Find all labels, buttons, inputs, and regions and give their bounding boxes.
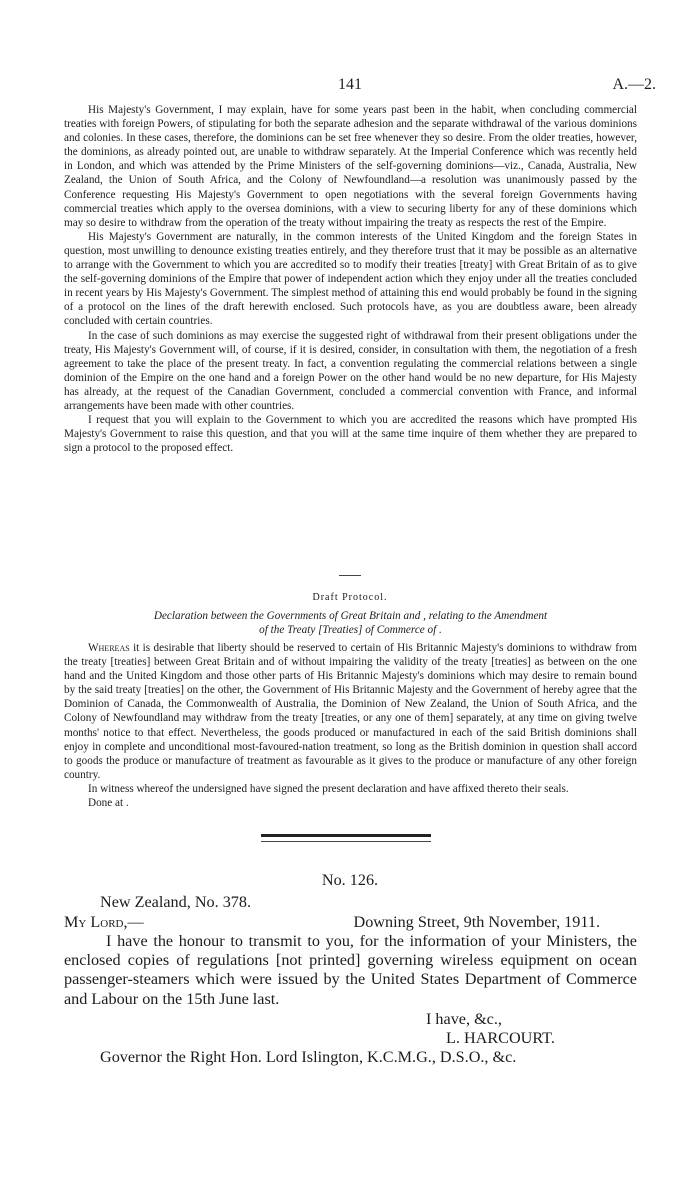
letter-body [64,932,637,1009]
closing: I have, &c., [426,1010,502,1028]
draft-protocol-title: Draft Protocol. [312,592,388,603]
draft-protocol-heading-line-2: of the Treaty [Treaties] of Commerce of . [259,624,442,637]
despatch-paragraph-1: His Majesty's Government, I may explain, have for some years past been in the habit, when concluding commercial treaties with foreign Powers, of stipulating for both the separate adhesion and the separate withdrawal of the various dominions and colonies. In these cases, therefore, the dominions can be set free whenever they so desire. From the older treaties, however, the dominions, as already pointed out, are unable to withdraw separately. At the Imperial Conference which was recently held in London, and which was attended by the Prime Ministers of the self-governing dominions—viz., Canada, Australia, New Zealand, the Union of South Africa, and the Colony of Newfoundland—a resolution was unanimously passed by the Conference requesting His Majesty's Government to open negotiations with the several foreign Governments having commercial treaties which apply to the oversea dominions, with a view to securing liberty for any of these dominions which may so desire to withdraw from the operation of the treaty without impairing the treaty as respects the rest of the Empire. [64,104,637,229]
page-number: 141 [338,76,362,93]
salutation-tail: ,— [123,913,144,931]
whereas-text: it is desirable that liberty should be reserved to certain of His Britannic Majesty's dominions to withdraw from the treaty [treaties] between Great Britain and of without impairing the validity of the treaty [treaties] as between on the one hand and the United Kingdom and those other parts of His Britannic Majesty's dominions which may desire to remain bound by the said treaty [treaties] on the other, the Government of His Britannic Majesty and the Government of hereby agree that the Dominion of Canada, the Commonwealth of Australia, the Dominion of New Zealand, the Union of South Africa, and the Colony of Newfoundland may withdraw from the treaty [treaties, or any one of them] separately, at any time on giving twelve months' notice to that effect. Nevertheless, the goods produced or manufactured in each of the said British dominions shall enjoy in complete and unconditional most-favoured-nation treatment, so long as the British dominion in question shall accord to goods the produce or manufacture of treatment as favourable as it gives to the produce or manufacture of any other foreign country. [64,642,637,781]
draft-protocol-body [64,641,637,810]
despatch-paragraph-3: In the case of such dominions as may exercise the suggested right of withdrawal from their present obligations under the treaty, His Majesty's Government will, of course, if it is desired, consider, in consultation with them, the negotiation of a fresh agreement to take the place of the present treaty. In fact, a convention regulating the commercial relations between a single dominion of the Empire on the one hand and a foreign Power on the other hand would be no new departure, for His Majesty has already, at the request of the Canadian Government, concluded a commercial convention with France, and informal arrangements have been made with other countries. [64,329,637,412]
whereas-word: Whereas [88,642,130,654]
whereas-paragraph [64,641,637,782]
addressee: Governor the Right Hon. Lord Islington, K.C.M.G., D.S.O., &c. [100,1048,517,1066]
despatch-paragraph-2: His Majesty's Government are naturally, in the common interests of the United Kingdom and the foreign States in question, most unwilling to denounce existing treaties entirely, and they therefore trust that it may be possible as an alternative to arrange with the Government to which you are accredited so to modify their treaties [treaty] with Great Britain of as to give the self-governing dominions of the Empire that power of independent action which they enjoy under all the treaties concluded in recent years by His Majesty's Government. The simplest method of attaining this end would probably be found in the signing of a protocol on the lines of the draft herewith enclosed. Such protocols have, as you are doubtless aware, been already concluded with certain countries. [64,230,637,328]
done-at-line: Done at . [88,797,129,810]
colony-reference: New Zealand, No. 378. [100,893,252,911]
salutation-word: My Lord [64,913,124,931]
signature: L. HARCOURT. [446,1029,555,1047]
draft-protocol-heading [64,609,637,637]
page-reference: A.—2. [612,76,656,93]
place-date: Downing Street, 9th November, 1911. [353,913,600,931]
letter-divider-thick [261,834,431,837]
letter-divider-thin [261,841,431,842]
letter-body-text: I have the honour to transmit to you, for the information of your Ministers, the enclosed copies of regulations [not printed] governing wireless equipment on ocean passenger-steamers which were issued by the United States Department of Commerce and Labour on the 15th June last. [64,932,637,1008]
draft-protocol-heading-line-1: Declaration between the Governments of Great Britain and , relating to the Amendment [153,610,548,622]
witness-paragraph: In witness whereof the undersigned have signed the present declaration and have affixed thereto their seals. [88,782,569,795]
salutation [64,913,144,931]
section-divider [339,575,361,576]
letter-number: No. 126. [321,871,379,889]
despatch-paragraph-4: I request that you will explain to the Government to which you are accredited the reasons which have prompted His Majesty's Government to raise this question, and that you will at the same time inquire of them whether they are prepared to sign a protocol to the proposed effect. [64,414,637,455]
despatch-body [64,103,637,455]
